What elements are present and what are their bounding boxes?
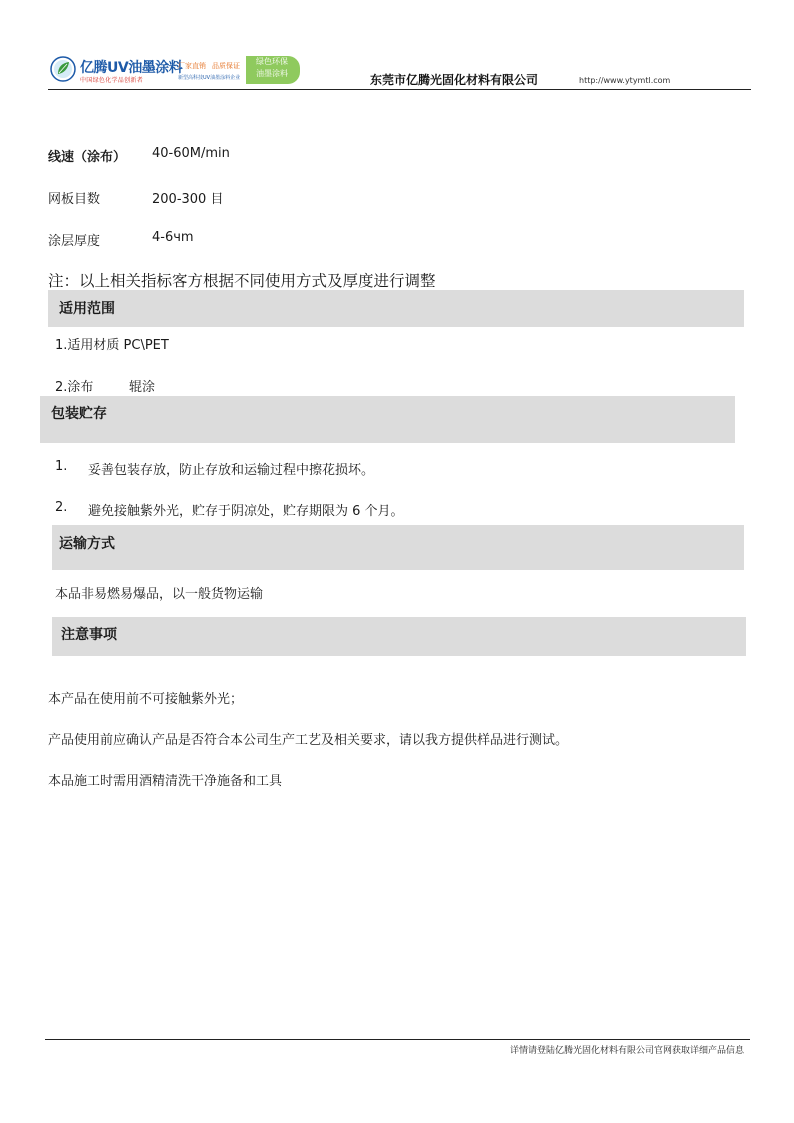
spec-value-mesh: 200-300 目 xyxy=(152,192,224,207)
company-name: 东莞市亿腾光固化材料有限公司 xyxy=(370,73,539,87)
section-title-precautions: 注意事项 xyxy=(61,627,117,643)
eco-badge xyxy=(246,56,300,84)
spec-value-line-speed: 40-60M/min xyxy=(152,146,230,161)
brand-name: 亿腾UV油墨涂料 xyxy=(80,60,183,76)
brand-tagline: 中国绿色化学品创新者 xyxy=(80,77,144,84)
eco-badge-line1: 绿色环保 xyxy=(256,57,288,66)
precaution-item: 产品使用前应确认产品是否符合本公司生产工艺及相关要求，请以我方提供样品进行测试。 xyxy=(48,733,569,748)
precaution-item: 本产品在使用前不可接触紫外光； xyxy=(48,692,244,707)
storage-item-number: 2. xyxy=(55,500,68,515)
storage-item-text: 妥善包装存放，防止存放和运输过程中擦花损坏。 xyxy=(88,463,375,478)
slogan-direct-sale: 厂家直销 xyxy=(178,62,206,70)
spec-label-line-speed: 线速（涂布） xyxy=(48,150,127,165)
website-link[interactable]: http://www.ytymtl.com xyxy=(579,76,671,85)
header-divider xyxy=(48,89,751,90)
storage-item-text: 避免接触紫外光，贮存于阴凉处，贮存期限为 6 个月。 xyxy=(88,504,404,519)
section-title-storage: 包装贮存 xyxy=(51,406,107,422)
spec-label-mesh: 网板目数 xyxy=(48,192,101,207)
precaution-item: 本品施工时需用酒精清洗干净施备和工具 xyxy=(48,774,283,789)
scope-material: 1.适用材质 PC\PET xyxy=(55,338,169,353)
transport-text: 本品非易燃易爆品，以一般货物运输 xyxy=(55,587,264,602)
adjustment-note: 注：以上相关指标客方根据不同使用方式及厚度进行调整 xyxy=(48,272,436,290)
spec-value-thickness: 4-6чm xyxy=(152,230,194,245)
slogan-subtitle: 新型高科技UV油墨涂料企业 xyxy=(178,75,241,81)
footer-divider xyxy=(45,1039,750,1040)
section-title-scope: 适用范围 xyxy=(59,301,115,317)
section-header-scope xyxy=(48,290,744,327)
spec-label-thickness: 涂层厚度 xyxy=(48,234,101,249)
section-header-storage xyxy=(40,396,735,443)
footer-text: 详情请登陆亿腾光固化材料有限公司官网获取详细产品信息 xyxy=(509,1046,744,1056)
scope-coating-value: 辊涂 xyxy=(129,380,156,395)
leaf-logo-icon xyxy=(50,56,76,82)
section-title-transport: 运输方式 xyxy=(59,536,115,552)
storage-item-number: 1. xyxy=(55,459,68,474)
section-header-precautions xyxy=(52,617,746,656)
slogan-quality: 品质保证 xyxy=(212,62,240,70)
section-header-transport xyxy=(52,525,744,570)
scope-coating-label: 2.涂布 xyxy=(55,380,94,395)
eco-badge-line2: 油墨涂料 xyxy=(256,69,288,78)
